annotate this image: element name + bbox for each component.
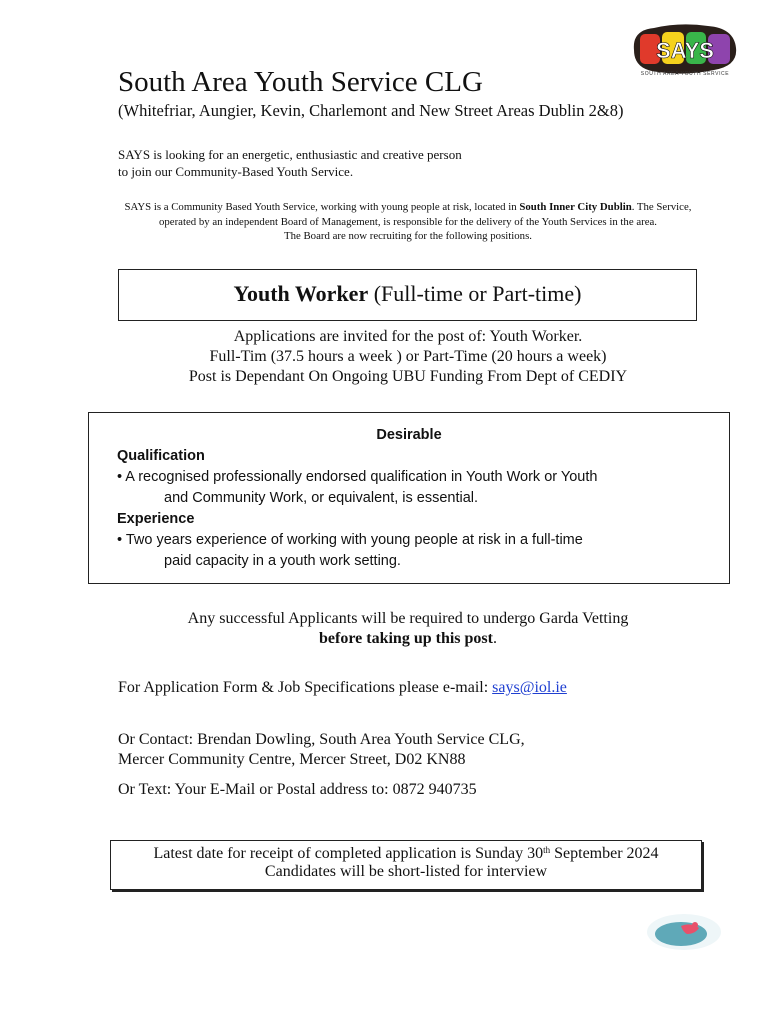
location-bold: South Inner City Dublin	[519, 201, 632, 213]
deadline-text: Latest date for receipt of completed application is Sunday 30	[153, 845, 544, 862]
garda-line: Any successful Applicants will be required to undergo Garda Vetting	[187, 610, 629, 627]
email-link[interactable]: says@iol.ie	[492, 679, 567, 696]
intro-line: to join our Community-Based Youth Service.	[118, 164, 354, 179]
service-description	[110, 200, 706, 244]
intro-text	[118, 146, 462, 180]
contact-info	[118, 730, 525, 770]
garda-vetting-notice	[110, 609, 706, 649]
shortlist-line: Candidates will be short-listed for interview	[264, 863, 548, 880]
email-prefix: For Application Form & Job Specifications please e-mail:	[118, 679, 493, 696]
contact-line: Or Contact: Brendan Dowling, South Area Youth Service CLG,	[118, 731, 525, 748]
description-text: SAYS is a Community Based Youth Service, working with young people at risk, located in	[124, 201, 520, 213]
qualification-text: • A recognised professionally endorsed qualification in Youth Work or Youth	[117, 469, 598, 485]
recruiting-line: The Board are now recruiting for the following positions.	[284, 230, 532, 242]
funder-badge-icon	[645, 912, 723, 952]
deadline-sup: th	[543, 845, 551, 855]
page-title: South Area Youth Service CLG	[118, 66, 483, 98]
description-text: . The Service, operated by an independent Board of Management, is responsible for the delivery of the Youth Services in the area.	[158, 201, 692, 228]
experience-label: Experience	[117, 511, 195, 527]
service-areas: (Whitefriar, Aungier, Kevin, Charlemont and New Street Areas Dublin 2&8)	[118, 101, 624, 120]
address-line: Mercer Community Centre, Mercer Street, D02 KN88	[118, 751, 466, 768]
experience-text: • Two years experience of working with young people at risk in a full-time	[117, 532, 583, 548]
text-contact: Or Text: Your E-Mail or Postal address to: 0872 940735	[118, 781, 477, 798]
deadline-date: September 2024	[550, 845, 659, 862]
applications-line: Applications are invited for the post of: Youth Worker.	[233, 328, 583, 345]
qualification-text-cont: and Community Work, or equivalent, is essential.	[164, 490, 479, 506]
position-type: (Full-time or Part-time)	[373, 281, 582, 306]
desirable-heading: Desirable	[376, 427, 442, 443]
funding-line: Post is Dependant On Ongoing UBU Funding From Dept of CEDIY	[188, 368, 628, 385]
desirable-box	[88, 412, 730, 584]
garda-bold: before taking up this post	[319, 630, 493, 647]
hours-line: Full-Tim (37.5 hours a week ) or Part-Time (20 hours a week)	[209, 348, 607, 365]
logo-subtitle: SOUTH AREA YOUTH SERVICE	[640, 71, 730, 77]
qualification-label: Qualification	[117, 448, 205, 464]
application-email-line	[118, 679, 567, 697]
experience-text-cont: paid capacity in a youth work setting.	[164, 553, 401, 569]
garda-period: .	[492, 630, 497, 647]
position-title-box	[118, 269, 697, 321]
position-title: Youth Worker	[233, 281, 369, 306]
applications-info	[110, 327, 706, 387]
intro-line: SAYS is looking for an energetic, enthusiastic and creative person	[118, 147, 462, 162]
logo-text: SAYS	[656, 38, 714, 63]
deadline-box	[110, 840, 702, 890]
